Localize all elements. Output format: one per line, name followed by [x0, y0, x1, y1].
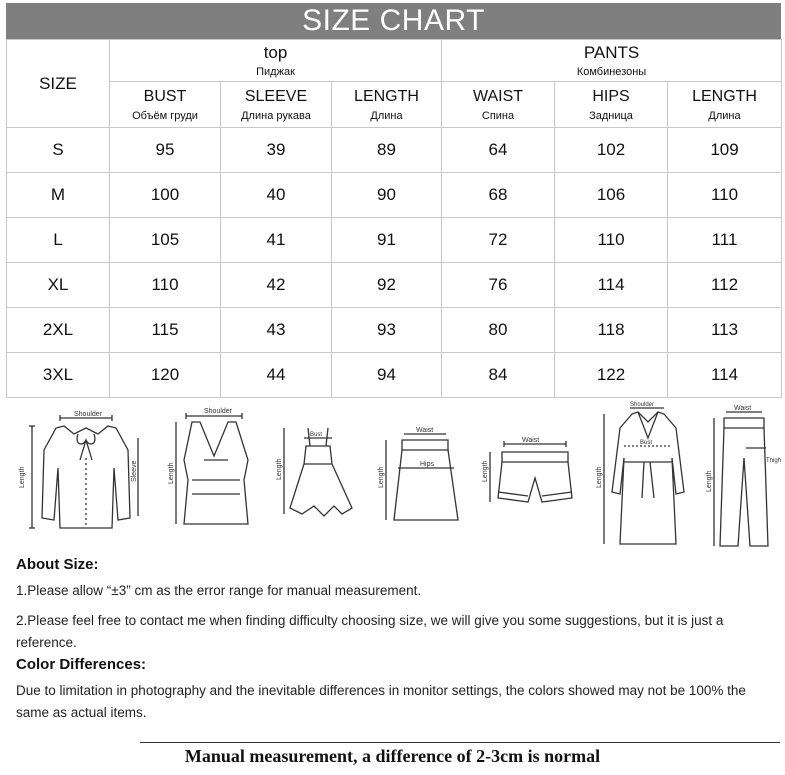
measurement-cell: 93: [332, 308, 442, 353]
column-header: [668, 82, 782, 128]
footer-divider: [140, 742, 780, 743]
size-cell: L: [7, 218, 110, 263]
measurement-cell: 105: [110, 218, 221, 263]
measurement-cell: 102: [555, 128, 668, 173]
pants-group-header: [442, 40, 782, 82]
measurement-cell: 100: [110, 173, 221, 218]
shoulder-label: Shoulder: [204, 408, 233, 415]
size-cell: S: [7, 128, 110, 173]
top-group-label: top: [263, 43, 288, 62]
column-header-ru: Длина: [370, 109, 403, 122]
length-label: Length: [19, 466, 26, 488]
skirt-figure: [374, 398, 466, 538]
top-group-sub: Пиджак: [256, 66, 295, 78]
shoulder-label: Shoulder: [630, 402, 655, 408]
shorts-figure: [482, 398, 582, 538]
table-row: [7, 308, 782, 353]
column-header: [442, 82, 555, 128]
trousers-figure: [702, 398, 782, 548]
bust-label: Bust: [640, 440, 653, 446]
measurement-cell: 110: [555, 218, 668, 263]
table-row: [7, 173, 782, 218]
measurement-cell: 72: [442, 218, 555, 263]
measurement-cell: 113: [668, 308, 782, 353]
column-header-ru: Объём груди: [132, 109, 198, 122]
column-header-ru: Задница: [589, 109, 633, 122]
hips-label: Hips: [420, 461, 435, 468]
size-cell: 3XL: [7, 353, 110, 398]
table-row: [7, 218, 782, 263]
column-header: [332, 82, 442, 128]
waist-label: Waist: [416, 427, 434, 434]
measurement-cell: 94: [332, 353, 442, 398]
measurement-cell: 95: [110, 128, 221, 173]
measurement-cell: 111: [668, 218, 782, 263]
column-header-en: BUST: [143, 87, 187, 105]
slip-dress-figure: [276, 398, 360, 538]
size-cell: 2XL: [7, 308, 110, 353]
table-row: [7, 128, 782, 173]
about-size-title: About Size:: [16, 556, 99, 573]
size-table: [6, 39, 782, 398]
measurement-cell: 40: [221, 173, 332, 218]
color-differences-title: Color Differences:: [16, 656, 147, 673]
shoulder-label: Shoulder: [74, 411, 103, 418]
tank-top-figure: [164, 398, 260, 538]
column-header-en: LENGTH: [354, 87, 419, 105]
measurement-cell: 89: [332, 128, 442, 173]
measurement-cell: 84: [442, 353, 555, 398]
measurement-cell: 90: [332, 173, 442, 218]
measurement-cell: 64: [442, 128, 555, 173]
table-row: [7, 353, 782, 398]
size-cell: XL: [7, 263, 110, 308]
garment-figures: [14, 398, 782, 550]
measurement-cell: 115: [110, 308, 221, 353]
column-header-en: WAIST: [472, 87, 524, 105]
bust-label: Bust: [310, 432, 323, 438]
length-label: Length: [276, 458, 283, 480]
pants-group-sub: Комбинезоны: [576, 66, 647, 78]
measurement-cell: 44: [221, 353, 332, 398]
waist-label: Waist: [734, 405, 752, 412]
blouse-figure: [16, 398, 154, 538]
color-differences-text: Due to limitation in photography and the inevitable differences in monitor settings, the colors showed may not be 100% the same as actual items.: [16, 683, 746, 720]
measurement-cell: 68: [442, 173, 555, 218]
size-chart-banner: [6, 3, 781, 39]
pants-group-label: PANTS: [583, 43, 640, 62]
measurement-cell: 41: [221, 218, 332, 263]
measurement-cell: 109: [668, 128, 782, 173]
column-header: [221, 82, 332, 128]
measurement-cell: 110: [110, 263, 221, 308]
measurement-cell: 92: [332, 263, 442, 308]
measurement-cell: 42: [221, 263, 332, 308]
table-row: [7, 263, 782, 308]
waist-label: Waist: [522, 437, 540, 444]
banner-title: SIZE CHART: [302, 4, 485, 37]
measurement-cell: 114: [668, 353, 782, 398]
length-label: Length: [168, 462, 175, 484]
column-header-ru: Спина: [481, 109, 515, 122]
column-header-en: LENGTH: [692, 87, 757, 105]
measurement-cell: 76: [442, 263, 555, 308]
column-header-ru: Длина: [708, 109, 741, 122]
length-label: Length: [482, 460, 489, 482]
column-header-ru: Длина рукава: [241, 109, 311, 122]
measurement-cell: 120: [110, 353, 221, 398]
length-label: Length: [596, 466, 603, 488]
column-header-en: HIPS: [592, 87, 630, 105]
top-group-header: [110, 40, 442, 82]
coat-figure: [592, 398, 692, 548]
column-header-en: SLEEVE: [244, 87, 308, 105]
length-label: Length: [706, 470, 713, 492]
measurement-cell: 106: [555, 173, 668, 218]
length-label: Length: [378, 466, 385, 488]
measurement-cell: 114: [555, 263, 668, 308]
measurement-cell: 112: [668, 263, 782, 308]
size-header-cell: [7, 40, 110, 128]
measurement-cell: 39: [221, 128, 332, 173]
measurement-cell: 91: [332, 218, 442, 263]
measurement-cell: 122: [555, 353, 668, 398]
measurement-cell: 118: [555, 308, 668, 353]
about-size-note-1: 1.Please allow “±3” cm as the error range for manual measurement.: [16, 583, 422, 598]
sleeve-label: Sleeve: [131, 460, 138, 482]
thigh-label: Thigh: [766, 458, 782, 464]
about-size-note-2: 2.Please feel free to contact me when finding difficulty choosing size, we will give you some suggestions, but it is just a reference.: [16, 613, 724, 650]
size-header: SIZE: [39, 73, 77, 93]
column-header: [555, 82, 668, 128]
size-cell: M: [7, 173, 110, 218]
measurement-cell: 80: [442, 308, 555, 353]
footer-note: Manual measurement, a difference of 2-3cm is normal: [184, 746, 601, 766]
measurement-cell: 43: [221, 308, 332, 353]
measurement-cell: 110: [668, 173, 782, 218]
column-header: [110, 82, 221, 128]
